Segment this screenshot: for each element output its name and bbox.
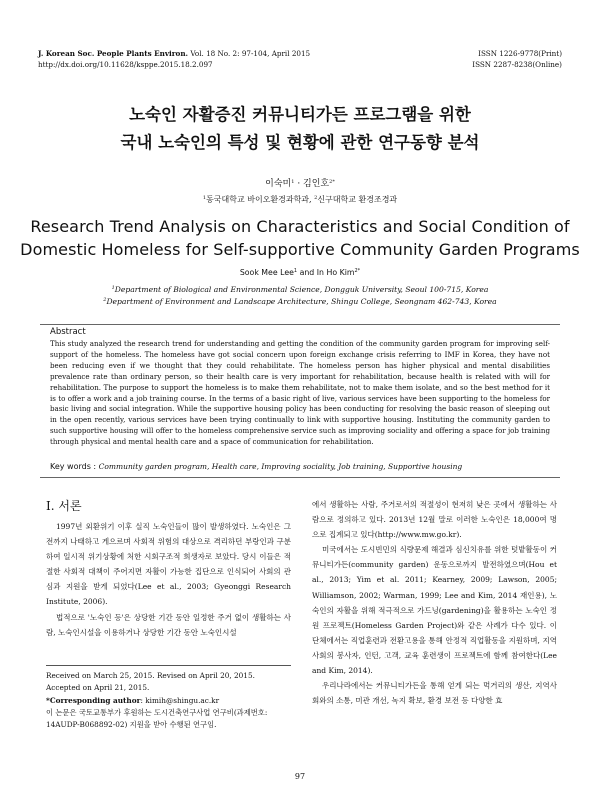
right-paragraph-1: 에서 생활하는 사람, 주거로서의 적절성이 현저히 낮은 곳에서 생활하는 사람으로 정의하고 있다. 2013년 12월 말로 이러한 노숙인은 18,000여 명으로 집계되고 있다(http://www.mw.go.kr). — [312, 500, 557, 540]
abstract-text: This study analyzed the research trend for understanding and getting the condition of the community garden program for improving self-support of the homeless. The homeless have got social concern upon foreign exchange crisis referring to IMF in Korea, they have not been reducing even if we thought that they could rehabilitate. The homeless person has higher physical and mental disabilities prevalence rate than ordinary person, so their health care is very important for rehabilitation, because health is related with will for rehabilitation. The purpose to support the homeless is to make them rehabilitate, not to make them isolate, and so the best method for it is to offer a work and a job training course. In the terms of a basic right of live, various services have been supporting to the homeless for basic living and social integration. While the supportive housing policy has been conducting for resolving the basic reason of sleeping out in the open recently, various services have been trying continually to link with supportive housing. Instituting the community garden to such supportive housing will offer to the homeless comprehensive service such as improving sociality and offering a space for job training through physical and mental health care and a space of communication for rehabilitation. — [50, 339, 550, 447]
keywords-list: Community garden program, Health care, Improving sociality, Job training, Supportive housing — [98, 462, 463, 471]
english-authors: Sook Mee Lee$^1$ and In Ho Kim$^{2*}$ — [239, 268, 361, 277]
journal-citation — [38, 49, 310, 59]
received-date: Received on March 25, 2015. Revised on April 20, 2015. — [46, 671, 255, 680]
footnote-divider — [46, 665, 291, 666]
left-paragraph-1: 1997년 외환위기 이후 실직 노숙인들이 많이 발생하였다. 노숙인은 그 전까지 나태하고 게으르며 사회적 위험의 대상으로 격리하던 부랑인과 구분하여 일시적 위기상황에 처한 시회구조적 희생자로 보았다. 당시 이들은 적절한 사회적 대책이 주어지면 자활이 가능한 집단으로 인식되어 사회의 관심과 지원을 받게 되었다(Lee et al., 2003; Gyeonggi Research Institute, 2006). — [46, 522, 291, 607]
section-heading: Ⅰ. 서론 — [46, 499, 82, 513]
left-column — [46, 519, 291, 640]
korean-authors: 이숙미$^1$ · 김인호$^{2*}$ — [265, 179, 335, 189]
accepted-date: Accepted on April 21, 2015. — [46, 683, 150, 693]
right-paragraph-3: 우리나라에서는 커뮤니티가든을 통해 얻게 되는 먹거리의 생산, 지역사회와의 소통, 미관 개선, 녹지 확보, 환경 보전 등 다양한 효 — [312, 681, 557, 706]
korean-aff2: 신구대학교 환경조경과 — [317, 195, 398, 204]
english-affiliation1: $^1$Department of Biological and Environmental Science, Dongguk University, Seoul 100-715, Korea — [111, 285, 489, 294]
doi-link[interactable]: http://dx.doi.org/10.11628/ksppe.2015.18.2.097 — [38, 60, 213, 69]
english-author2: In Ho Kim — [316, 268, 355, 277]
korean-author1: 이숙미 — [265, 179, 292, 189]
english-author1: Sook Mee Lee — [239, 268, 294, 277]
korean-affiliations: $^1$동국대학교 바이오환경과학과, $^2$신구대학교 환경조경과 — [202, 195, 398, 204]
korean-title-line2: 국내 노숙인의 특성 및 현황에 관한 연구동향 분석 — [120, 133, 480, 152]
volume-info: Vol. 18 No. 2: 97-104, April 2015 — [188, 49, 311, 58]
english-title-line2: Domestic Homeless for Self-supportive Community Garden Programs — [20, 240, 580, 259]
page-number: 97 — [294, 772, 306, 781]
right-paragraph-2: 미국에서는 도시빈민의 식량문제 해결과 심신치유를 위한 텃밭활동이 커뮤니티가든(community garden) 운동으로까지 발전하였으며(Hou et al., 2013; Yim et al. 2011; Kearney, 2009; Lawson, 2005; Williamson, 2002; Warman, 1999; Lee and Kim, 2014 재인용), 노숙인의 자활을 위해 적극적으로 가드닝(gardening)을 활용하는 노숙인 정원 프로젝트(Homeless Garden Project)와 같은 사례가 다수 있다. 이 단체에서는 직업훈련과 전환고용을 통해 안정적 직업활동을 지원하며, 지역사회의 봉사자, 인턴, 고객, 교육 훈련생이 프로젝트에 함께 참여한다(Lee and Kim, 2014). — [312, 545, 557, 676]
left-paragraph-2: 법적으로 '노숙인 등'은 상당한 기간 동안 일정한 주거 없이 생활하는 사람, 노숙인시설을 이용하거나 상당한 기간 동안 노숙인시설 — [46, 612, 291, 637]
journal-abbreviation: J. Korean Soc. People Plants Environ. — [38, 49, 189, 58]
korean-title-line1: 노숙인 자활증진 커뮤니티가든 프로그램을 위한 — [129, 105, 471, 124]
keywords — [50, 462, 550, 471]
english-title-line1: Research Trend Analysis on Characteristics and Social Condition of — [30, 217, 570, 236]
keywords-label: Key words : — [50, 462, 99, 471]
korean-author2: 김인호 — [303, 179, 330, 189]
korean-aff1: 동국대학교 바이오환경과학과, — [206, 195, 312, 204]
issn-print: ISSN 1226-9778(Print) — [478, 49, 562, 58]
corresponding-author: *Corresponding author: kimih@shingu.ac.kr — [46, 695, 220, 705]
english-affiliation2: $^2$Department of Environment and Landscape Architecture, Shingu College, Seongnam 462-743, Korea — [103, 297, 497, 306]
abstract-heading: Abstract — [50, 327, 86, 337]
funding-note-2: 14AUDP-B068892-02) 지원을 받아 수행된 연구임. — [46, 720, 217, 730]
funding-note-1: 이 논문은 국토교통부가 후원하는 도시건축연구사업 연구비(과제번호: — [46, 707, 268, 717]
footnotes — [46, 670, 291, 731]
right-column — [312, 497, 557, 708]
issn-online: ISSN 2287-8238(Online) — [472, 60, 562, 69]
corresponding-email: : kimih@shingu.ac.kr — [140, 695, 220, 705]
